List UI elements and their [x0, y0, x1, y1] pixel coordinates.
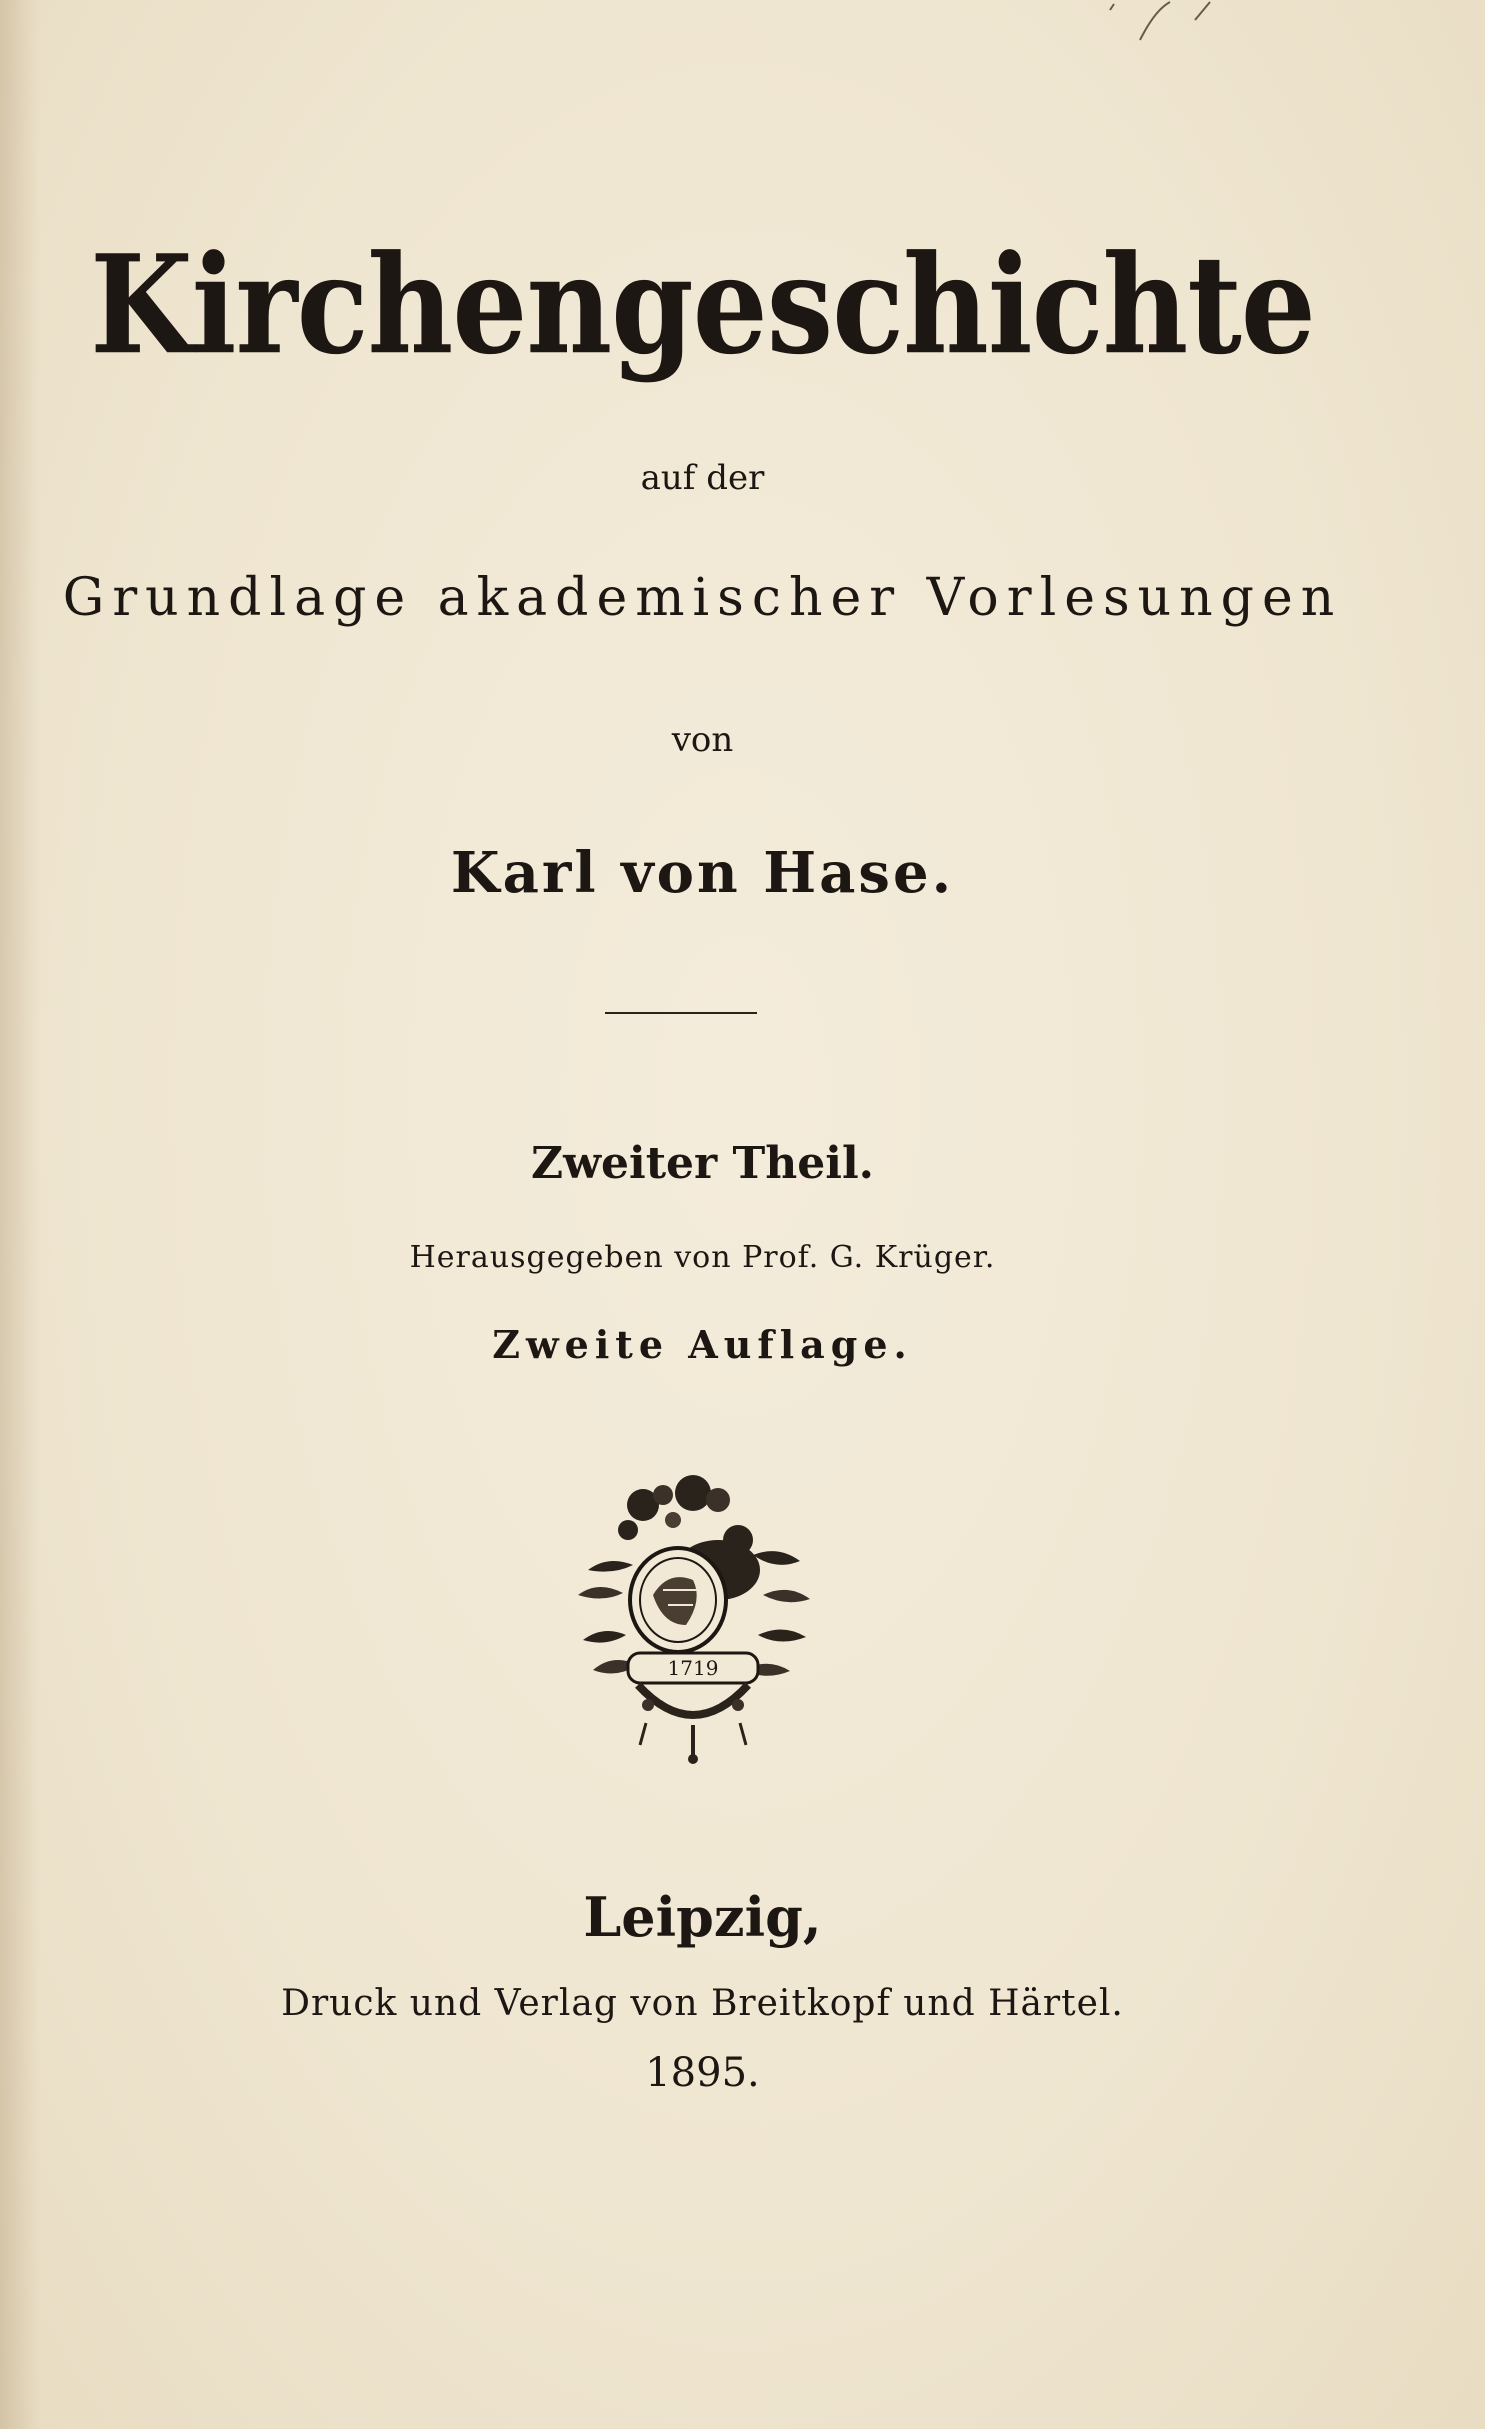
- publication-year: 1895.: [645, 2050, 760, 2096]
- pencil-mark: [1100, 0, 1240, 50]
- subtitle-line-1: auf der: [640, 458, 765, 498]
- vignette-year: 1719: [667, 1656, 719, 1680]
- edition-line: Zweite Auflage.: [492, 1322, 913, 1367]
- publisher-line: Druck und Verlag von Breitkopf und Härtel.: [281, 1983, 1124, 2024]
- publication-place: Leipzig,: [583, 1885, 822, 1949]
- book-title: Kirchengeschichte: [90, 224, 1315, 385]
- subtitle-line-2: Grundlage akademischer Vorlesungen: [62, 568, 1343, 628]
- volume-part: Zweiter Theil.: [531, 1138, 874, 1189]
- publisher-vignette: [568, 1475, 818, 1765]
- author-preposition: von: [671, 720, 734, 760]
- editor-line: Herausgegeben von Prof. G. Krüger.: [409, 1240, 996, 1275]
- author-name: Karl von Hase.: [450, 840, 955, 906]
- divider-rule: [605, 1012, 757, 1014]
